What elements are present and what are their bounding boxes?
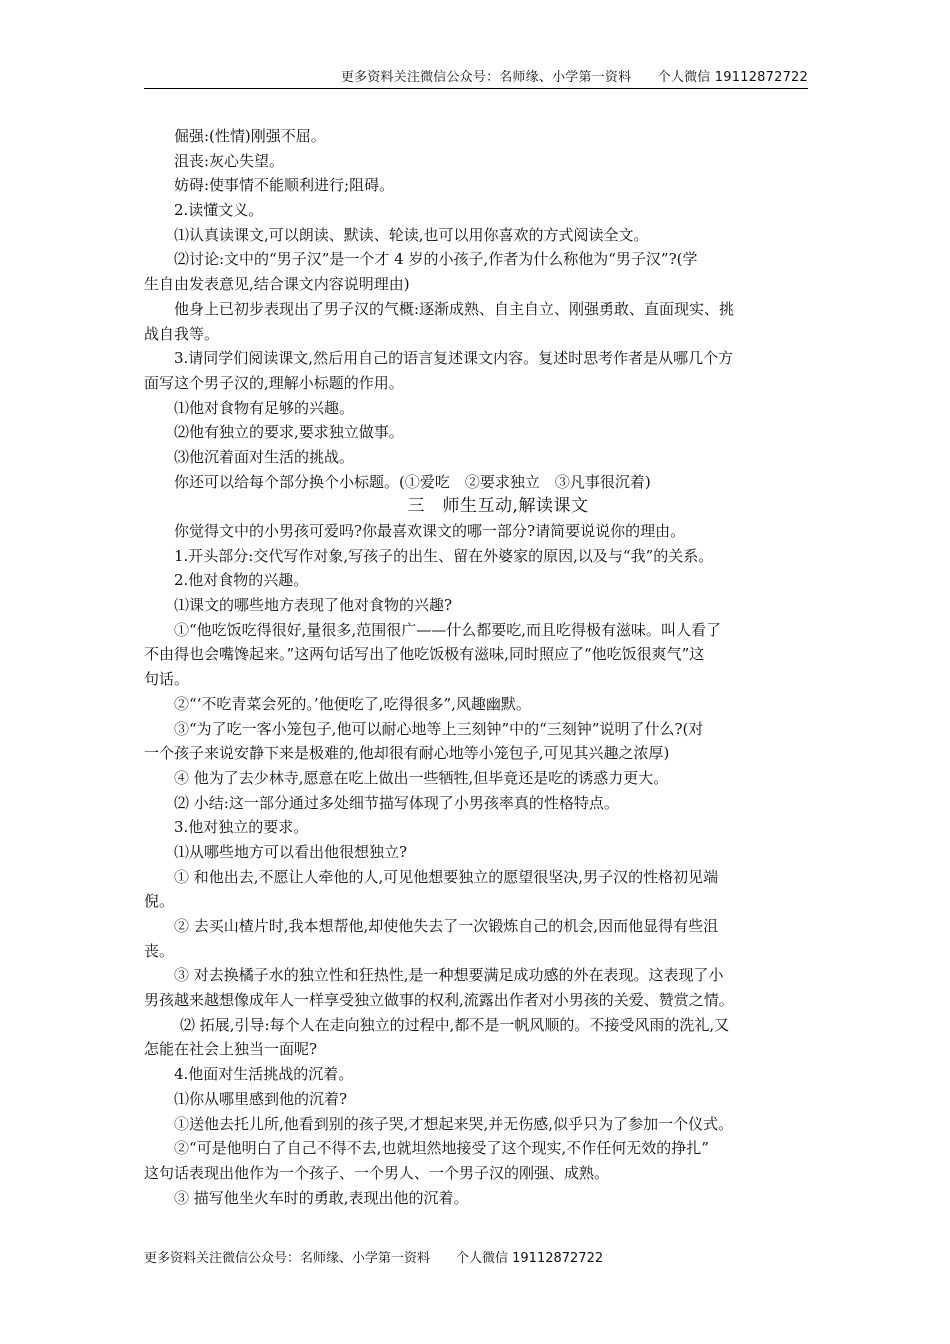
text-line: ④ 他为了去少林寺,愿意在吃上做出一些牺牲,但毕竟还是吃的诱惑力更大。 <box>174 768 669 787</box>
text-line: 生自由发表意见,结合课文内容说明理由) <box>144 275 410 294</box>
text-line: 面写这个男子汉的,理解小标题的作用。 <box>144 373 404 392</box>
text-line: ⑵ 小结:这一部分通过多处细节描写体现了小男孩率真的性格特点。 <box>174 793 619 812</box>
text-line: 这句话表现出他作为一个孩子、一个男人、一个男子汉的刚强、成熟。 <box>144 1163 610 1182</box>
section-heading: 三 师生互动,解读课文 <box>407 496 589 517</box>
text-line: 他身上已初步表现出了男子汉的气概:逐渐成熟、自主自立、刚强勇敢、直面现实、挑 <box>174 299 735 318</box>
text-line: ⑴认真读课文,可以朗读、默读、轮读,也可以用你喜欢的方式阅读全文。 <box>174 225 649 244</box>
text-line: ① 和他出去,不愿让人牵他的人,可见他想要独立的愿望很坚决,男子汉的性格初见端 <box>174 867 719 886</box>
text-line: ③“为了吃一客小笼包子,他可以耐心地等上三刻钟”中的“三刻钟”说明了什么?(对 <box>174 719 704 738</box>
text-line: 丧。 <box>144 941 175 960</box>
text-line: ①“他吃饭吃得很好,量很多,范围很广——什么都要吃,而且吃得极有滋味。叫人看了 <box>174 620 721 639</box>
page-footer: 更多资料关注微信公众号：名师缘、小学第一资料 个人微信 19112872722 <box>144 1251 604 1266</box>
text-line: ②“可是他明白了自己不得不去,也就坦然地接受了这个现实,不作任何无效的挣扎” <box>174 1139 709 1158</box>
text-line: 句话。 <box>144 670 190 689</box>
text-line: 2.读懂文义。 <box>174 201 264 220</box>
text-line: ⑵讨论:文中的“男子汉”是一个才 4 岁的小孩子,作者为什么称他为“男子汉”?(学 <box>174 250 698 269</box>
text-line: ②“‘不吃青菜会死的。’他便吃了,吃得很多”,风趣幽默。 <box>174 694 531 713</box>
text-line: 妨碍:使事情不能顺利进行;阻碍。 <box>174 176 395 195</box>
text-line: 怎能在社会上独当一面呢? <box>144 1040 318 1059</box>
text-line: 不由得也会嘴馋起来。”这两句话写出了他吃饭极有滋味,同时照应了“他吃饭很爽气”这 <box>144 645 705 664</box>
text-line: ①送他去托儿所,他看到别的孩子哭,才想起来哭,并无伤感,似乎只为了参加一个仪式。 <box>174 1114 734 1133</box>
text-line: 3.他对独立的要求。 <box>174 818 309 837</box>
text-line: ③ 描写他坐火车时的勇敢,表现出他的沉着。 <box>174 1188 469 1207</box>
text-line: 倔强:(性情)刚强不屈。 <box>174 127 326 145</box>
text-line: 1.开头部分:交代写作对象,写孩子的出生、留在外婆家的原因,以及与“我”的关系。 <box>174 546 714 565</box>
text-line: ⑴课文的哪些地方表现了他对食物的兴趣? <box>174 596 453 615</box>
text-line: ⑵他有独立的要求,要求独立做事。 <box>174 423 404 442</box>
text-line: ⑴从哪些地方可以看出他很想独立? <box>174 842 408 861</box>
text-line: 你还可以给每个部分换个小标题。(①爱吃 ②要求独立 ③凡事很沉着) <box>174 472 651 491</box>
document-body <box>144 124 808 1210</box>
text-line: ③ 对去换橘子水的独立性和狂热性,是一种想要满足成功感的外在表现。这表现了小 <box>174 966 724 985</box>
text-line: 3.请同学们阅读课文,然后用自己的语言复述课文内容。复述时思考作者是从哪几个方 <box>174 349 734 368</box>
page-header: 更多资料关注微信公众号：名师缘、小学第一资料 个人微信 19112872722 <box>340 70 808 85</box>
text-line: 沮丧:灰心失望。 <box>174 151 285 170</box>
text-line: ⑴你从哪里感到他的沉着? <box>174 1089 348 1108</box>
text-line: ⑶他沉着面对生活的挑战。 <box>174 447 355 466</box>
text-line: 一个孩子来说安静下来是极难的,他却很有耐心地等小笼包子,可见其兴趣之浓厚) <box>144 744 670 763</box>
text-line: ⑴他对食物有足够的兴趣。 <box>174 398 355 417</box>
text-line: ⑵ 拓展,引导:每个人在走向独立的过程中,都不是一帆风顺的。不接受风雨的洗礼,又 <box>180 1015 730 1034</box>
text-line: 2.他对食物的兴趣。 <box>174 571 309 590</box>
text-line: 男孩越来越想像成年人一样享受独立做事的权利,流露出作者对小男孩的关爱、赞赏之情。 <box>144 991 734 1010</box>
text-line: 4.他面对生活挑战的沉着。 <box>174 1065 354 1084</box>
text-line: 倪。 <box>144 892 175 911</box>
text-line: 你觉得文中的小男孩可爱吗?你最喜欢课文的哪一部分?请简要说说你的理由。 <box>174 522 686 540</box>
header-divider <box>144 88 808 89</box>
text-line: ② 去买山楂片时,我本想帮他,却使他失去了一次锻炼自己的机会,因而他显得有些沮 <box>174 917 719 935</box>
text-line: 战自我等。 <box>144 324 220 343</box>
